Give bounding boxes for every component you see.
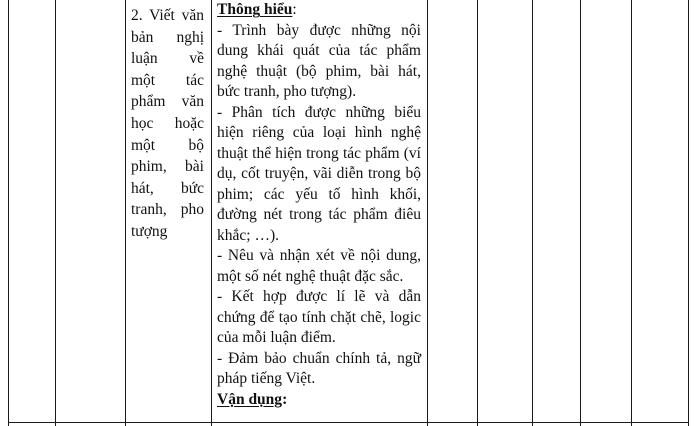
heading-colon: : [282,390,288,408]
requirement-item: - Đảm bảo chuẩn chính tả, ngữ pháp tiếng Việt. [217,349,421,387]
requirement-item: - Phân tích được những biểu hiện riêng của loại hình nghệ thuật thể hiện trong tác phẩm (ví dụ, cốt truyện, vãi diễn trong bộ phim; các yếu tố hình khối, đường nét trong tác phẩm điêu khắc; …). [217,103,421,244]
column-divider [55,0,56,426]
understanding-heading-line [217,0,421,21]
column-divider [125,0,126,426]
table-border-left [8,0,9,426]
requirement-item: - Kết hợp được lí lẽ và dẫn chứng để tạo tính chặt chẽ, logic của mỗi luận điểm. [217,288,421,346]
column-divider [580,0,581,426]
application-heading: Vận dụng [217,390,283,408]
column-divider [427,0,428,426]
understanding-heading: Thông hiểu [217,1,293,18]
column-divider [631,0,632,426]
column-divider [211,0,212,426]
column-divider [532,0,533,426]
table-border-right [688,0,689,426]
requirement-item: - Trình bày được những nội dung khái quát của tác phẩm nghệ thuật (bộ phim, bài hát, bức tranh, pho tượng). [217,21,421,100]
requirement-item: - Nêu và nhận xét về nội dung, một số nét nghệ thuật đặc sắc. [217,247,421,285]
application-heading-line [217,390,421,411]
content-unit-cell [131,5,204,243]
content-unit-title: 2. Viết văn bản nghị luận về một tác phẩm văn học hoặc một bộ phim, bài hát, bức tranh, pho tượng [131,7,204,240]
heading-colon: : [292,1,297,18]
row-divider [8,422,689,423]
column-divider [477,0,478,426]
requirements-cell [217,0,421,410]
